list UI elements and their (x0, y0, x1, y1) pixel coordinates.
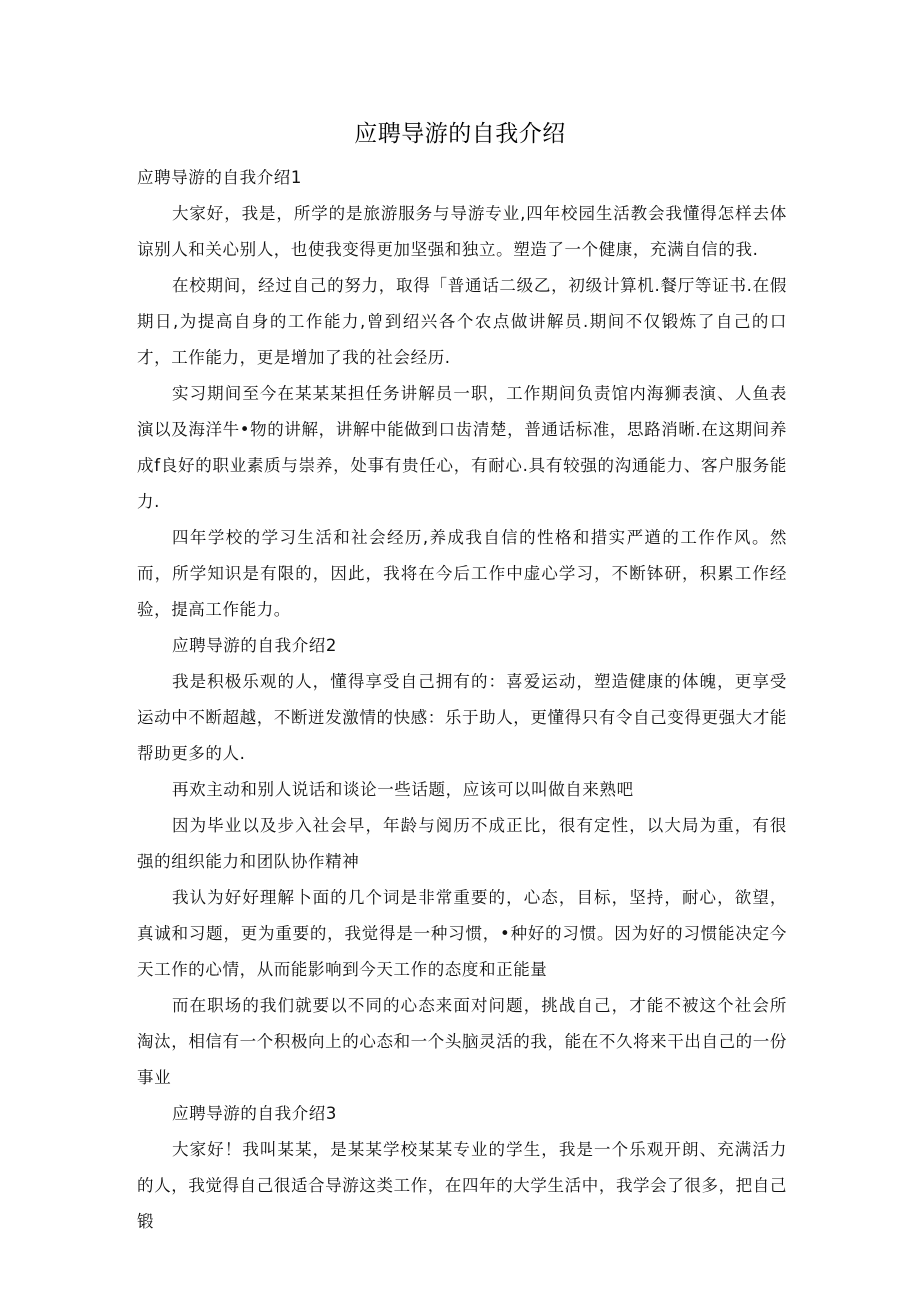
section-heading-1: 应聘导游的自我介绍1 (137, 168, 302, 187)
paragraph: 大家好，我是，所学的是旅游服务与导游专业,四年校园生活教会我懂得怎样去体谅别人和关心别人，也使我变得更加坚强和独立。塑造了一个健康，充满自信的我. (137, 204, 787, 259)
section-heading-3: 应聘导游的自我介绍3 (172, 1104, 337, 1123)
paragraph: 大家好！我叫某某，是某某学校某某专业的学生，我是一个乐观开朗、充满活力的人，我觉得自己很适合导游这类工作，在四年的大学生活中，我学会了很多，把自己锻 (137, 1140, 787, 1231)
document-body (137, 160, 787, 1240)
paragraph: 在校期间，经过自己的努力，取得「普通话二级乙，初级计算机.餐厅等证书.在假期日,为提高自身的工作能力,曾到绍兴各个农点做讲解员.期间不仅锻炼了自己的口才，工作能力，更是增加了我的社会经历. (137, 276, 787, 367)
document-title: 应聘导游的自我介绍 (354, 121, 566, 147)
paragraph: 四年学校的学习生活和社会经历,养成我自信的性格和措实严遒的工作作风。然而，所学知识是有限的，因此，我将在今后工作中虚心学习，不断钵研，积累工作经验，提高工作能力。 (137, 528, 787, 619)
paragraph: 我是积极乐观的人，懂得享受自己拥有的：喜爱运动，塑造健康的体魄，更享受运动中不断超越，不断迸发激情的快感：乐于助人，更懂得只有令自己变得更强大才能帮助更多的人. (137, 672, 787, 763)
paragraph: 因为毕业以及步入社会早，年龄与阅历不成正比，很有定性，以大局为重，有很强的组织能力和团队协作精神 (137, 816, 787, 871)
paragraph: 而在职场的我们就要以不同的心态来面对问题，挑战自己，才能不被这个社会所淘汰，相信有一个积极向上的心态和一个头脑灵活的我，能在不久将来干出自己的一份事业 (137, 996, 787, 1087)
section-heading-2: 应聘导游的自我介绍2 (172, 636, 337, 655)
paragraph: 实习期间至今在某某某担任务讲解员一职，工作期间负责馆内海狮表演、人鱼表演以及海洋牛•物的讲解，讲解中能做到口齿清楚，普通话标准，思路消晰.在这期间养成f良好的职业素质与崇养，处事有贵任心，有耐心.具有较强的沟通能力、客户服务能力. (137, 384, 787, 511)
paragraph: 我认为好好理解卜面的几个词是非常重要的，心态，目标，坚持，耐心，欲望，真诚和习题，更为重要的，我觉得是一种习惯，•种好的习惯。因为好的习惯能决定今天工作的心情，从而能影响到今天工作的态度和正能量 (137, 888, 787, 979)
paragraph: 再欢主动和别人说话和谈论一些话题，应该可以叫做自来熟吧 (172, 780, 634, 799)
